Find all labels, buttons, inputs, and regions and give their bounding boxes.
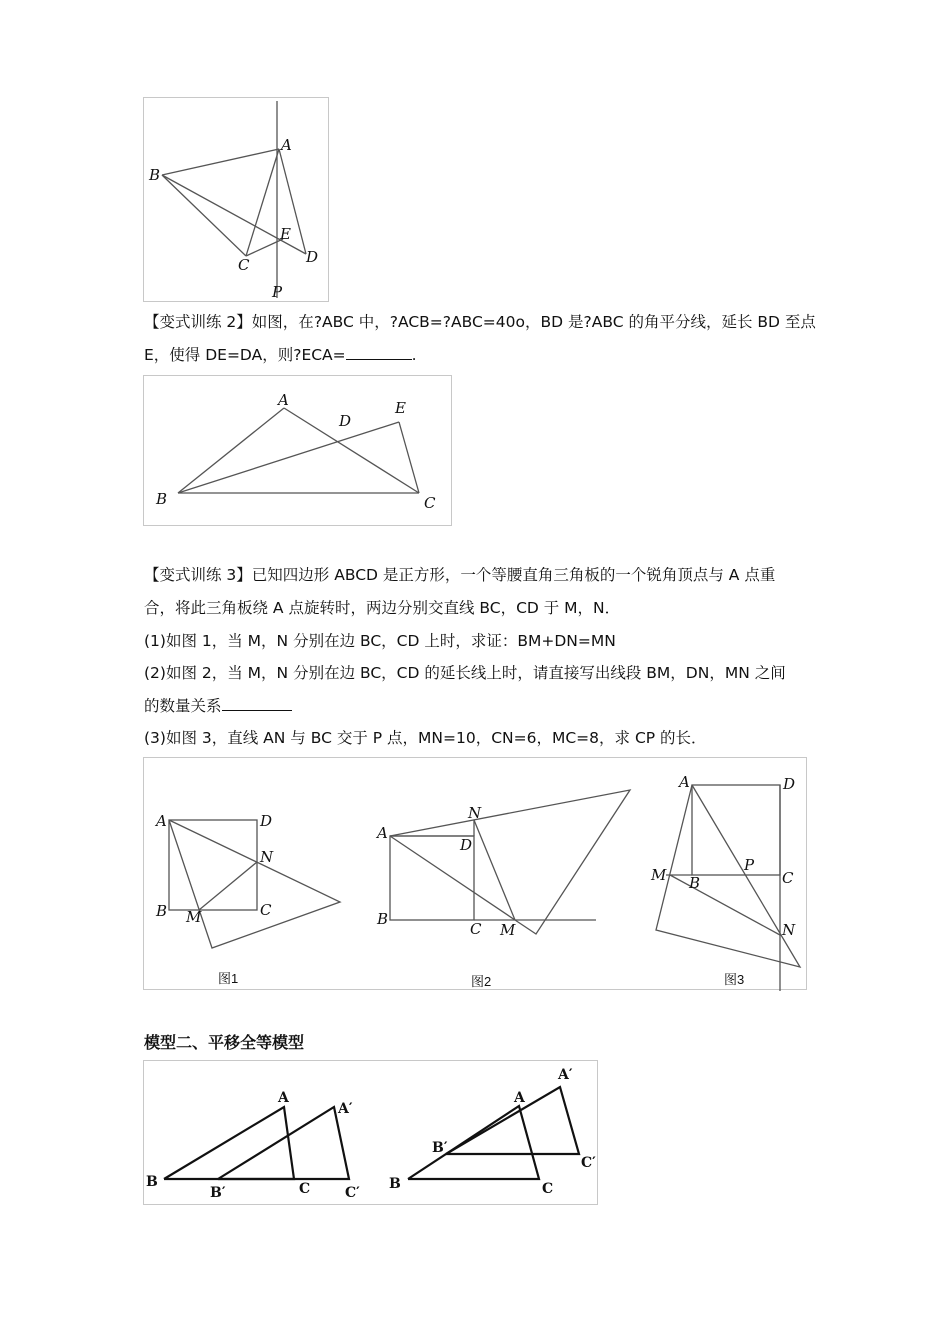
- label-a: A: [281, 136, 292, 154]
- label-e: E: [280, 225, 291, 243]
- label-b: B: [149, 166, 161, 184]
- label-c: C: [260, 901, 272, 919]
- label-c-prime: C′: [345, 1185, 360, 1201]
- label-p: P: [272, 283, 283, 301]
- label-b-prime: B′: [432, 1140, 448, 1156]
- label-b: B: [689, 874, 701, 892]
- exercise-3-part-3: (3)如图 3，直线 AN 与 BC 交于 P 点，MN=10，CN=6，MC=8，求 CP 的长．: [144, 729, 707, 747]
- label-c: C: [299, 1181, 311, 1197]
- label-c: C: [782, 869, 794, 887]
- label-d: D: [260, 812, 273, 830]
- label-m: M: [651, 866, 667, 884]
- section-heading-model-2: 模型二、平移全等模型: [144, 1033, 305, 1052]
- exercise-3-part-2: (2)如图 2，当 M，N 分别在边 BC，CD 的延长线上时，请直接写出线段 BM，DN，MN 之间: [144, 664, 786, 682]
- label-d: D: [306, 248, 319, 266]
- label-c: C: [238, 256, 250, 274]
- figure-3-square-diagrams: [143, 757, 807, 990]
- label-c: C: [542, 1181, 554, 1197]
- label-a-prime: A′: [338, 1101, 353, 1117]
- label-d: D: [783, 775, 796, 793]
- label-n: N: [468, 804, 482, 822]
- unknown-glyph: ?: [313, 313, 323, 331]
- caption-fig3: 图3: [724, 972, 745, 987]
- label-p: P: [744, 856, 755, 874]
- answer-blank: [222, 696, 292, 711]
- exercise-3-line-1: 【变式训练 3】已知四边形 ABCD 是正方形，一个等腰直角三角板的一个锐角顶点与 A 点重: [144, 566, 776, 584]
- exercise-3-part-2-cont: 的数量关系: [144, 695, 292, 717]
- caption-fig2: 图2: [471, 974, 492, 989]
- label-b: B: [156, 490, 168, 508]
- exercise-2-line-2: E，使得 DE=DA，则?ECA= .: [144, 346, 417, 364]
- unknown-glyph: ?: [389, 313, 398, 331]
- figure-2-triangle-diagram: [143, 375, 452, 526]
- label-a: A: [278, 391, 289, 409]
- label-b: B: [146, 1174, 158, 1190]
- label-a: A: [679, 773, 690, 791]
- answer-blank: [346, 345, 412, 360]
- label-d: D: [339, 412, 352, 430]
- label-b-prime: B′: [210, 1185, 226, 1201]
- figure-4-translation-diagram: [143, 1060, 598, 1205]
- label-e: E: [395, 399, 406, 417]
- label-a: A: [278, 1090, 289, 1106]
- label-a-prime: A′: [558, 1067, 573, 1083]
- label-a: A: [156, 812, 167, 830]
- exercise-3-line-2: 合，将此三角板绕 A 点旋转时，两边分别交直线 BC，CD 于 M，N．: [144, 599, 621, 617]
- unknown-glyph: ?: [442, 313, 452, 331]
- exercise-2-line-1: 【变式训练 2】如图，在?ABC 中，?ACB=?ABC=40o，BD 是?ABC 的角平分线，延长 BD 至点: [144, 313, 816, 331]
- label-n: N: [260, 848, 274, 866]
- label-n: N: [782, 921, 796, 939]
- label-a: A: [377, 824, 388, 842]
- figure-1-kite-diagram: [143, 97, 329, 302]
- unknown-glyph: ?: [293, 346, 302, 364]
- unknown-glyph: ?: [583, 313, 592, 331]
- label-m: M: [500, 921, 516, 939]
- label-c: C: [470, 920, 482, 938]
- exercise-3-part-1: (1)如图 1，当 M，N 分别在边 BC，CD 上时，求证：BM+DN=MN: [144, 632, 616, 650]
- label-b: B: [156, 902, 168, 920]
- exercise-2-tag: 【变式训练 2】: [144, 313, 252, 331]
- label-d: D: [460, 836, 473, 854]
- exercise-3-tag: 【变式训练 3】: [144, 566, 252, 584]
- label-m: M: [186, 908, 202, 926]
- label-a: A: [514, 1090, 525, 1106]
- label-b: B: [389, 1176, 401, 1192]
- label-b: B: [377, 910, 389, 928]
- label-c: C: [424, 494, 436, 512]
- caption-fig1: 图1: [218, 971, 239, 986]
- segment-ba: [162, 149, 279, 175]
- label-c-prime: C′: [581, 1155, 596, 1171]
